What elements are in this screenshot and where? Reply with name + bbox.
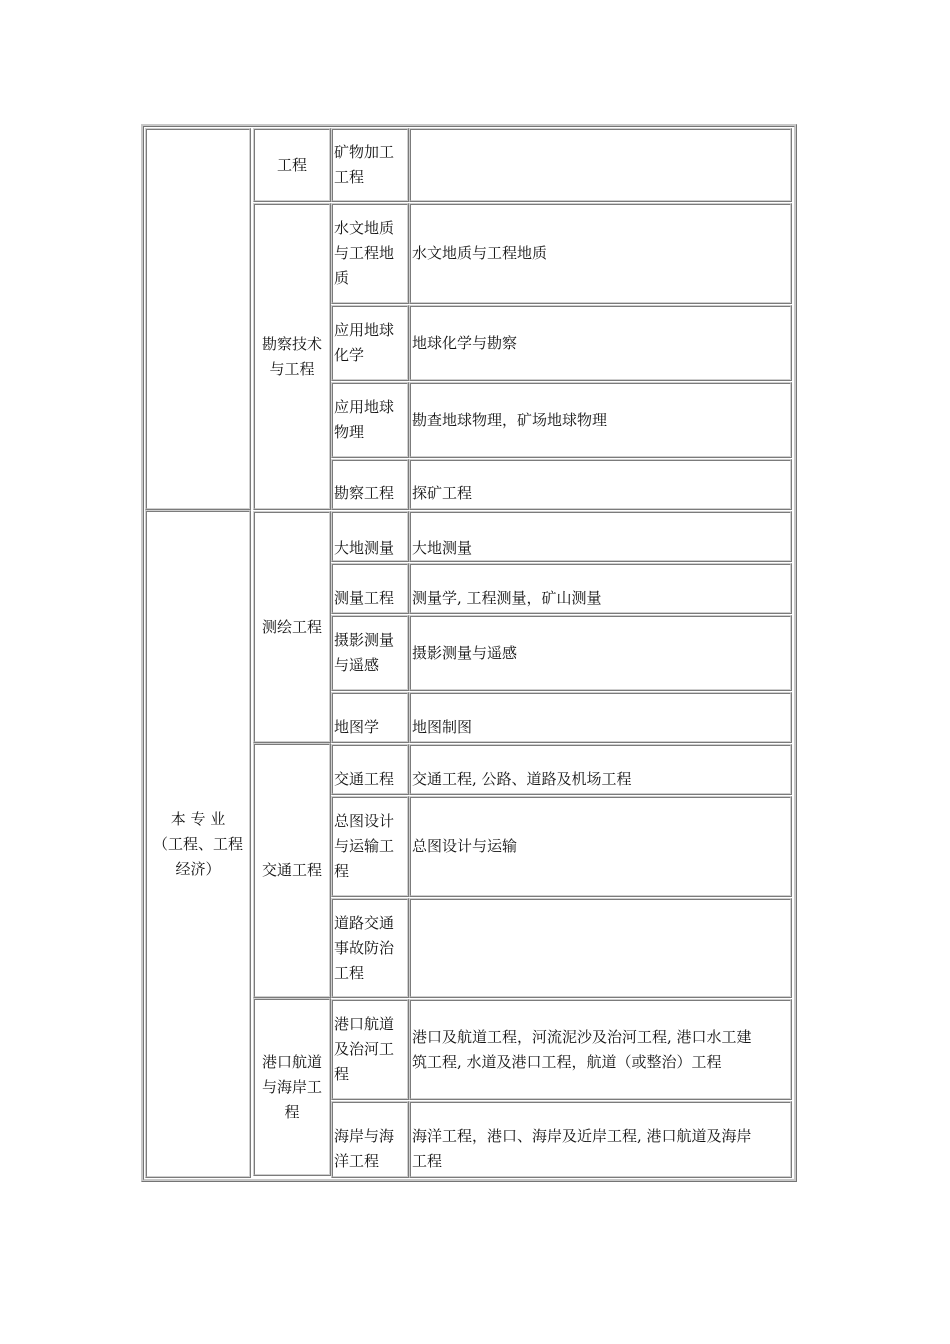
- former-major-cell: [409, 999, 792, 1100]
- discipline-label: 测绘工程: [261, 617, 322, 636]
- former-major-text: 水文地质与工程地质: [412, 244, 548, 262]
- discipline-cell: [253, 743, 331, 998]
- former-major-text: 大地测量: [412, 539, 473, 557]
- major-label: 应用地球 物理: [334, 398, 395, 441]
- former-major-cell: [409, 796, 792, 897]
- former-major-cell: [409, 563, 792, 614]
- former-major-cell: [409, 1101, 792, 1178]
- former-major-text: 交通工程, 公路、道路及机场工程: [412, 770, 632, 788]
- discipline-cell: [253, 203, 331, 510]
- category-label: 本 专 业 （工程、工程 经济）: [152, 809, 243, 878]
- former-major-cell: [409, 692, 792, 743]
- former-major-text: 海洋工程，港口、海岸及近岸工程, 港口航道及海岸 工程: [412, 1127, 752, 1170]
- major-label: 港口航道 及治河工 程: [334, 1015, 395, 1083]
- former-major-cell: [409, 898, 792, 998]
- category-cell: [145, 510, 251, 1178]
- major-label: 交通工程: [334, 770, 395, 788]
- former-major-text: 地图制图: [412, 718, 473, 736]
- discipline-cell: [253, 511, 331, 743]
- former-major-cell: [409, 128, 792, 202]
- former-major-text: 测量学, 工程测量，矿山测量: [412, 589, 602, 607]
- discipline-label: 勘察技术 与工程: [261, 334, 322, 378]
- former-major-text: 地球化学与勘察: [412, 333, 518, 352]
- discipline-label: 交通工程: [261, 861, 322, 879]
- discipline-label: 工程: [276, 155, 307, 174]
- former-major-text: 摄影测量与遥感: [412, 643, 518, 662]
- major-cell: [331, 999, 409, 1100]
- major-label: 矿物加工 工程: [334, 143, 395, 186]
- major-label: 大地测量: [334, 539, 395, 557]
- former-major-text: 勘查地球物理，矿场地球物理: [412, 410, 608, 429]
- major-label: 勘察工程: [334, 484, 395, 502]
- discipline-cell: [253, 128, 331, 202]
- former-major-cell: [409, 615, 792, 691]
- major-cell: [331, 744, 409, 795]
- former-major-text: 探矿工程: [412, 484, 473, 502]
- former-major-cell: [409, 511, 792, 562]
- major-cell: [331, 203, 409, 304]
- major-label: 海岸与海 洋工程: [334, 1127, 395, 1170]
- major-label: 总图设计 与运输工 程: [334, 812, 395, 880]
- former-major-cell: [409, 459, 792, 510]
- former-major-cell: [409, 382, 792, 458]
- major-cell: [331, 615, 409, 691]
- former-major-cell: [409, 203, 792, 304]
- major-label: 地图学: [334, 718, 380, 736]
- major-cell: [331, 563, 409, 614]
- major-label: 测量工程: [334, 589, 395, 607]
- major-cell: [331, 692, 409, 743]
- former-major-cell: [409, 305, 792, 381]
- major-label: 道路交通 事故防治 工程: [334, 913, 395, 982]
- major-cell: [331, 1101, 409, 1178]
- major-cell: [331, 128, 409, 202]
- major-cell: [331, 382, 409, 458]
- major-label: 应用地球 化学: [334, 321, 395, 364]
- former-major-cell: [409, 744, 792, 795]
- major-label: 摄影测量 与遥感: [334, 631, 395, 674]
- major-cell: [331, 511, 409, 562]
- category-cell: [145, 128, 251, 510]
- former-major-text: 港口及航道工程，河流泥沙及治河工程, 港口水工建 筑工程, 水道及港口工程，航道（或整治）工程: [412, 1027, 752, 1071]
- discipline-label: 港口航道 与海岸工 程: [261, 1052, 322, 1121]
- major-label: 水文地质 与工程地 质: [334, 219, 395, 287]
- major-cell: [331, 898, 409, 998]
- major-cell: [331, 305, 409, 381]
- former-major-text: 总图设计与运输: [412, 837, 518, 855]
- discipline-cell: [253, 998, 331, 1176]
- major-cell: [331, 796, 409, 897]
- major-cell: [331, 459, 409, 510]
